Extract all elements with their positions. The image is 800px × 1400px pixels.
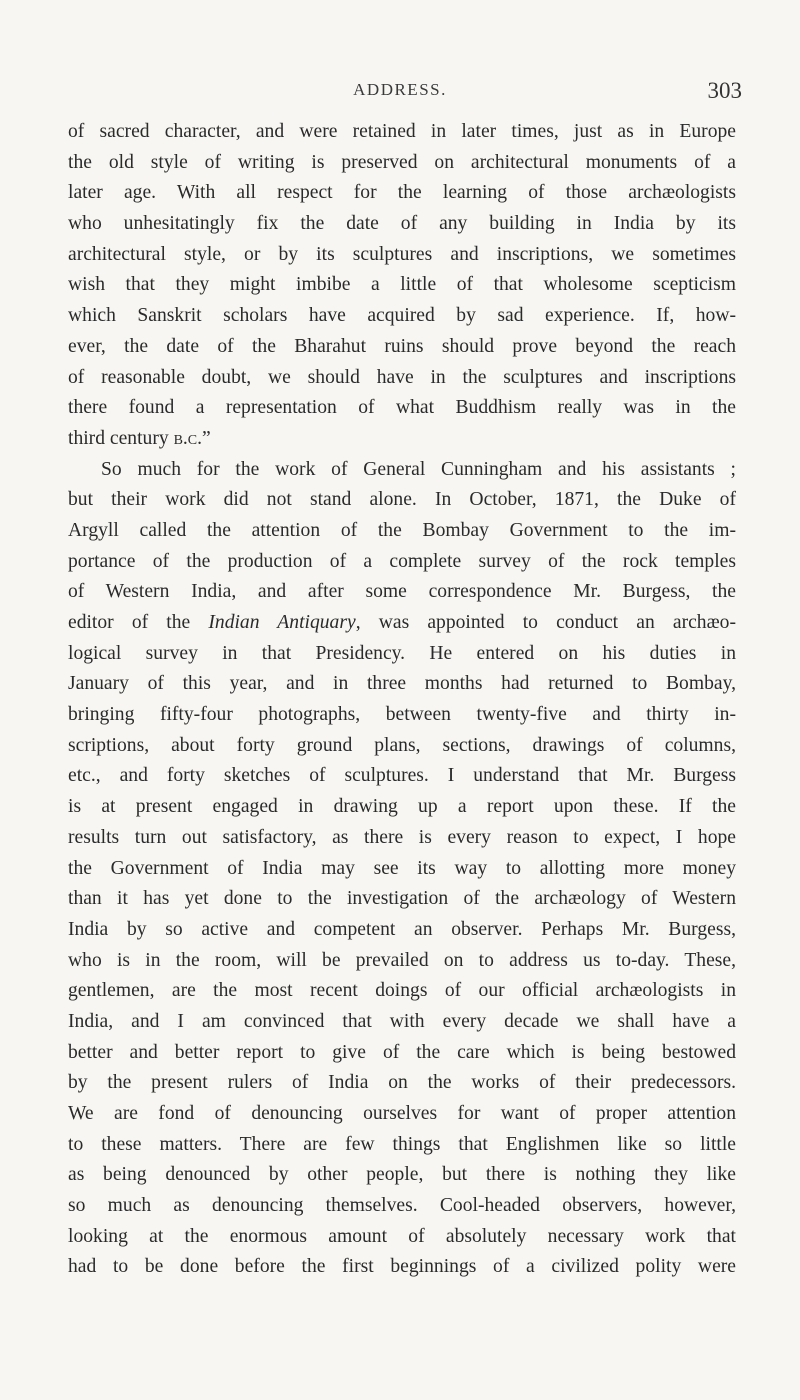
text-line: Argyll called the attention of the Bombay Government to the im- xyxy=(68,519,736,541)
text-line: which Sanskrit scholars have acquired by sad experience. If, how- xyxy=(68,305,736,327)
text-line: editor of the Indian Antiquary, was appointed to conduct an archæo- xyxy=(68,612,736,633)
text-line: architectural style, or by its sculptures and inscriptions, we sometimes xyxy=(68,243,736,265)
text-line: as being denounced by other people, but there is nothing they like xyxy=(68,1164,736,1186)
text-line: who unhesitatingly fix the date of any building in India by its xyxy=(68,213,736,235)
text-line: of reasonable doubt, we should have in the sculptures and inscriptions xyxy=(68,366,736,388)
text-line: January of this year, and in three months had returned to Bombay, xyxy=(68,673,736,695)
text-line: So much for the work of General Cunningham and his assistants ; xyxy=(101,458,736,480)
running-head xyxy=(0,78,800,108)
text-line: wish that they might imbibe a little of that wholesome scepticism xyxy=(68,274,736,296)
text-line: is at present engaged in drawing up a report upon these. If the xyxy=(68,796,736,818)
text-line: India by so active and competent an observer. Perhaps Mr. Burgess, xyxy=(68,918,736,940)
text-line: etc., and forty sketches of sculptures. I understand that Mr. Burgess xyxy=(68,765,736,787)
text-line: ever, the date of the Bharahut ruins should prove beyond the reach xyxy=(68,335,736,357)
text-line: scriptions, about forty ground plans, sections, drawings of columns, xyxy=(68,734,736,756)
text-line: had to be done before the first beginnings of a civilized polity were xyxy=(68,1256,736,1278)
text-line: portance of the production of a complete survey of the rock temples xyxy=(68,550,736,572)
running-title: ADDRESS. xyxy=(353,80,447,99)
text-line: of sacred character, and were retained in later times, just as in Europe xyxy=(68,121,736,142)
body-text xyxy=(68,117,736,1283)
text-line: of Western India, and after some correspondence Mr. Burgess, the xyxy=(68,581,736,603)
text-line: but their work did not stand alone. In October, 1871, the Duke of xyxy=(68,489,736,511)
text-line: gentlemen, are the most recent doings of our official archæologists in xyxy=(68,980,736,1002)
text-line: better and better report to give of the care which is being bestowed xyxy=(68,1041,736,1063)
era-abbreviation: b.c. xyxy=(173,427,203,449)
text-line: looking at the enormous amount of absolutely necessary work that xyxy=(68,1225,736,1247)
text-line: results turn out satisfactory, as there is every reason to expect, I hope xyxy=(68,826,736,848)
text-line: the old style of writing is preserved on architectural monuments of a xyxy=(68,151,736,173)
page-number: 303 xyxy=(707,78,742,103)
text-line: the Government of India may see its way to allotting more money xyxy=(68,857,736,879)
text-line: logical survey in that Presidency. He entered on his duties in xyxy=(68,642,736,664)
text-line: who is in the room, will be prevailed on to address us to-day. These, xyxy=(68,949,736,971)
text-line: to these matters. There are few things that Englishmen like so little xyxy=(68,1133,736,1155)
text-line: third century b.c.” xyxy=(68,427,211,449)
text-line: there found a representation of what Buddhism really was in the xyxy=(68,397,736,419)
text-line: so much as denouncing themselves. Cool-headed observers, however, xyxy=(68,1195,736,1217)
text-line: bringing fifty-four photographs, between twenty-five and thirty in- xyxy=(68,704,736,726)
text-line: India, and I am convinced that with every decade we shall have a xyxy=(68,1010,736,1032)
text-line: than it has yet done to the investigation of the archæology of Western xyxy=(68,888,736,910)
text-line: later age. With all respect for the learning of those archæologists xyxy=(68,182,736,204)
text-line: We are fond of denouncing ourselves for want of proper attention xyxy=(68,1103,736,1124)
journal-title: Indian Antiquary xyxy=(208,612,356,633)
text-line: by the present rulers of India on the works of their predecessors. xyxy=(68,1072,736,1094)
